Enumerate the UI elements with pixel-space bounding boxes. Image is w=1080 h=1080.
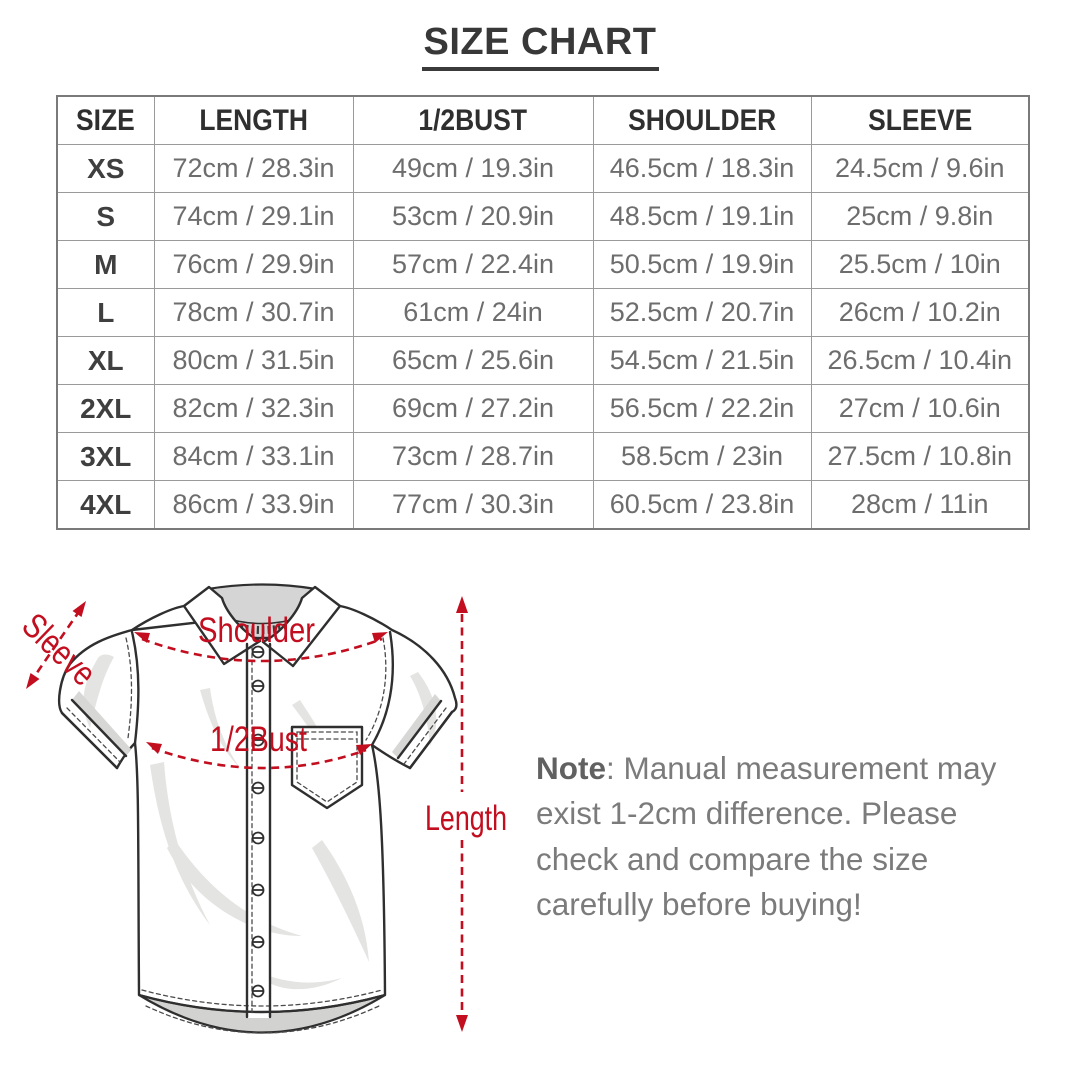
col-header-size: SIZE [57,96,154,145]
measure-cell: 72cm / 28.3in [154,145,353,193]
measure-cell: 58.5cm / 23in [593,433,811,481]
measure-cell: 48.5cm / 19.1in [593,193,811,241]
measure-cell: 28cm / 11in [811,481,1029,530]
measure-cell: 26cm / 10.2in [811,289,1029,337]
measure-cell: 84cm / 33.1in [154,433,353,481]
measure-cell: 74cm / 29.1in [154,193,353,241]
shirt-measurement-diagram [0,540,540,1080]
measure-cell: 82cm / 32.3in [154,385,353,433]
measure-cell: 76cm / 29.9in [154,241,353,289]
col-header-bust: 1/2BUST [353,96,593,145]
bust-label: 1/2Bust [210,720,308,759]
measure-cell: 65cm / 25.6in [353,337,593,385]
measure-cell: 24.5cm / 9.6in [811,145,1029,193]
note-body: : Manual measurement may exist 1-2cm difference. Please check and compare the size carefully before buying! [536,749,997,922]
measure-cell: 26.5cm / 10.4in [811,337,1029,385]
measure-cell: 27cm / 10.6in [811,385,1029,433]
table-row [57,481,1029,530]
col-header-sleeve: SLEEVE [811,96,1029,145]
table-row [57,241,1029,289]
measure-cell: 61cm / 24in [353,289,593,337]
length-label: Length [425,799,507,838]
measure-cell: 57cm / 22.4in [353,241,593,289]
shoulder-label: Shoulder [198,611,316,650]
col-header-shoulder: SHOULDER [593,96,811,145]
length-arrowhead-bottom [456,1015,468,1032]
sleeve-arrowhead-bottom [26,673,40,689]
measure-cell: 49cm / 19.3in [353,145,593,193]
note-label: Note [536,749,606,786]
table-row [57,433,1029,481]
measure-cell: 50.5cm / 19.9in [593,241,811,289]
table-row [57,145,1029,193]
size-cell: XL [57,337,154,385]
page-title: SIZE CHART [422,22,659,71]
size-table-body [57,145,1029,530]
table-header-row [57,96,1029,145]
measure-cell: 69cm / 27.2in [353,385,593,433]
sleeve-arrowhead-top [73,601,87,617]
size-cell: 3XL [57,433,154,481]
shirt-placket [247,642,270,1018]
table-row [57,337,1029,385]
note-text [536,746,1018,928]
col-header-length: LENGTH [154,96,353,145]
measure-cell: 54.5cm / 21.5in [593,337,811,385]
measure-cell: 78cm / 30.7in [154,289,353,337]
sleeve-label: Sleeve [14,605,119,709]
shirt-illustration [59,584,456,1034]
measure-cell: 56.5cm / 22.2in [593,385,811,433]
size-cell: XS [57,145,154,193]
measure-cell: 25.5cm / 10in [811,241,1029,289]
measure-cell: 52.5cm / 20.7in [593,289,811,337]
measure-cell: 46.5cm / 18.3in [593,145,811,193]
measure-cell: 73cm / 28.7in [353,433,593,481]
measure-cell: 77cm / 30.3in [353,481,593,530]
size-cell: S [57,193,154,241]
measure-cell: 86cm / 33.9in [154,481,353,530]
size-cell: M [57,241,154,289]
measure-cell: 60.5cm / 23.8in [593,481,811,530]
title-wrap [0,22,1080,71]
table-row [57,193,1029,241]
table-row [57,289,1029,337]
size-cell: L [57,289,154,337]
length-arrowhead-top [456,596,468,613]
measure-cell: 25cm / 9.8in [811,193,1029,241]
size-cell: 2XL [57,385,154,433]
measure-cell: 53cm / 20.9in [353,193,593,241]
table-row [57,385,1029,433]
size-table [56,95,1030,530]
size-cell: 4XL [57,481,154,530]
measure-cell: 27.5cm / 10.8in [811,433,1029,481]
measure-cell: 80cm / 31.5in [154,337,353,385]
